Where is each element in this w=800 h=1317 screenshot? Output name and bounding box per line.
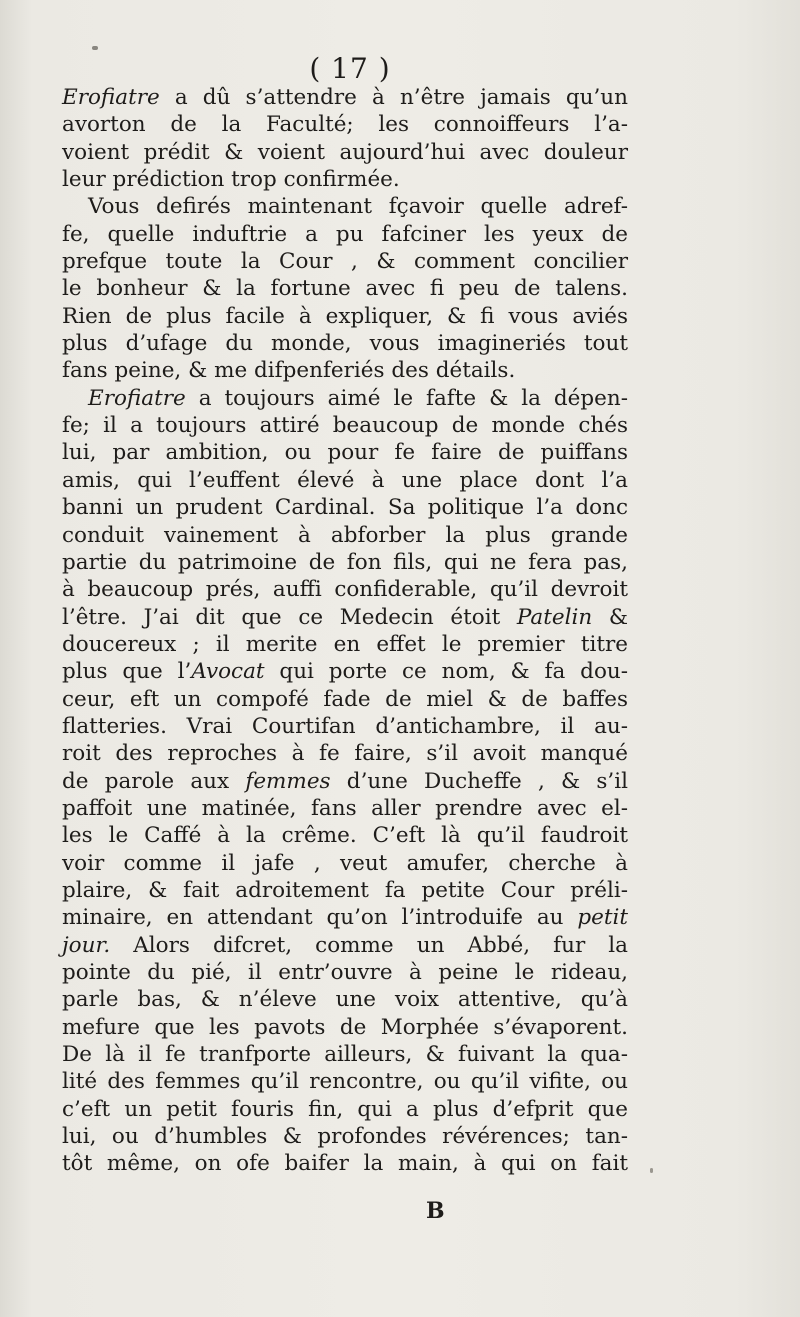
- text-line: [62, 248, 628, 275]
- text-run: à beaucoup prés, auffi confiderable, qu’il devroit: [62, 577, 628, 603]
- text-run: Alors difcret, comme un Abbé, fur la: [110, 932, 628, 958]
- text-line: [62, 357, 628, 384]
- text-line: [62, 986, 628, 1013]
- text-line: [62, 221, 628, 248]
- text-run: &: [592, 604, 628, 630]
- text-line: [62, 193, 628, 220]
- text-line: [62, 467, 628, 494]
- ink-speck: [650, 1168, 653, 1173]
- text-run: conduit vainement à abforber la plus grande: [62, 522, 628, 548]
- text-line: [62, 412, 628, 439]
- text-line: [62, 686, 628, 713]
- text-line: [62, 740, 628, 767]
- text-run: pointe du pié, il entr’ouvre à peine le rideau,: [62, 960, 628, 985]
- body-text: [62, 84, 628, 1178]
- text-line: [62, 1068, 628, 1095]
- text-line: [62, 795, 628, 822]
- text-line: [62, 139, 628, 166]
- text-run: tôt même, on ofe baifer la main, à qui on fait: [62, 1151, 628, 1177]
- italic-text: Erofiatre: [62, 85, 160, 110]
- text-line: [62, 1150, 628, 1177]
- ink-speck: [92, 46, 98, 50]
- text-run: plus que l’: [62, 659, 192, 685]
- text-run: leur prédiction trop confirmée.: [62, 167, 400, 193]
- text-run: mefure que les pavots de Morphée s’évaporent.: [62, 1014, 628, 1040]
- text-line: [62, 631, 628, 658]
- text-run: voir comme il jafe , veut amufer, cherche à: [62, 850, 628, 876]
- page-number: ( 17 ): [309, 52, 391, 85]
- text-line: [62, 713, 628, 740]
- text-run: c’eft un petit fouris fin, qui a plus d’efprit que: [62, 1096, 628, 1122]
- text-run: doucereux ; il merite en effet le premier titre: [62, 631, 628, 657]
- text-line: [62, 84, 628, 111]
- text-run: fe; il a toujours attiré beaucoup de monde chés: [62, 413, 628, 439]
- text-line: [62, 822, 628, 849]
- text-run: lui, ou d’humbles & profondes révérences; tan-: [62, 1124, 628, 1150]
- text-line: [62, 166, 628, 193]
- text-run: lui, par ambition, ou pour fe faire de puiffans: [62, 440, 628, 466]
- text-run: qui porte ce nom, & fa dou-: [264, 659, 629, 685]
- text-line: [62, 959, 628, 986]
- text-run: les le Caffé à la crême. C’eft là qu’il faudroit: [62, 823, 628, 849]
- text-line: [62, 850, 628, 877]
- italic-text: petit: [577, 905, 628, 931]
- text-run: roit des reproches à fe faire, s’il avoit manqué: [62, 741, 628, 767]
- text-run: parle bas, & n’éleve une voix attentive, qu’à: [62, 987, 628, 1013]
- text-run: amis, qui l’euffent élevé à une place dont l’a: [62, 467, 628, 493]
- text-line: [62, 1123, 628, 1150]
- text-run: ceur, eft un compofé fade de miel & de baffes: [62, 686, 628, 712]
- text-run: a toujours aimé le fafte & la dépen-: [185, 385, 628, 411]
- italic-text: femmes: [245, 768, 331, 794]
- text-run: lité des femmes qu’il rencontre, ou qu’il vifite, ou: [62, 1069, 628, 1095]
- text-run: plaire, & fait adroitement fa petite Cour préli-: [62, 877, 628, 903]
- text-line: [62, 1096, 628, 1123]
- text-run: banni un prudent Cardinal. Sa politique l’a donc: [62, 495, 628, 521]
- text-line: [62, 576, 628, 603]
- text-run: paffoit une matinée, fans aller prendre avec el-: [62, 795, 628, 821]
- text-run: voient prédit & voient aujourd’hui avec douleur: [62, 139, 628, 165]
- text-line: [62, 604, 628, 631]
- text-run: prefque toute la Cour , & comment concilier: [62, 249, 628, 275]
- text-line: [62, 549, 628, 576]
- text-line: [62, 439, 628, 466]
- text-line: [62, 275, 628, 302]
- text-run: plus d’ufage du monde, vous imagineriés tout: [62, 331, 628, 357]
- text-run: de parole aux: [62, 768, 246, 794]
- italic-text: Patelin: [516, 604, 593, 630]
- text-line: [62, 932, 628, 959]
- italic-text: jour.: [62, 932, 111, 958]
- text-run: minaire, en attendant qu’on l’introduife au: [62, 905, 578, 931]
- text-run: Rien de plus facile à expliquer, & fi vous aviés: [62, 303, 628, 329]
- text-run: fans peine, & me difpenferiés des détails.: [62, 358, 516, 384]
- text-line: [62, 303, 628, 330]
- text-line: [62, 1014, 628, 1041]
- text-run: avorton de la Faculté; les connoiffeurs l’a-: [62, 112, 628, 138]
- text-run: l’être. J’ai dit que ce Medecin étoit: [62, 604, 517, 630]
- text-run: a dû s’attendre à n’être jamais qu’un: [159, 85, 628, 110]
- text-run: le bonheur & la fortune avec fi peu de talens.: [62, 276, 628, 302]
- text-line: [62, 111, 628, 138]
- signature-mark: B: [426, 1198, 445, 1224]
- text-line: [62, 768, 628, 795]
- text-line: [62, 522, 628, 549]
- text-line: [62, 330, 628, 357]
- text-line: [62, 1041, 628, 1068]
- text-line: [62, 494, 628, 521]
- text-run: Vous defirés maintenant fçavoir quelle adref-: [88, 194, 628, 220]
- italic-text: Erofiatre: [88, 385, 186, 411]
- text-line: [62, 877, 628, 904]
- text-run: d’une Ducheffe , & s’il: [330, 768, 628, 794]
- text-line: [62, 385, 628, 412]
- text-run: flatteries. Vrai Courtifan d’antichambre, il au-: [62, 713, 628, 739]
- text-line: [62, 658, 628, 685]
- text-run: partie du patrimoine de fon fils, qui ne fera pas,: [62, 549, 628, 575]
- text-run: De là il fe tranfporte ailleurs, & fuivant la qua-: [62, 1042, 628, 1068]
- italic-text: Avocat: [191, 659, 265, 685]
- text-line: [62, 904, 628, 931]
- text-run: fe, quelle induftrie a pu fafciner les yeux de: [62, 221, 628, 247]
